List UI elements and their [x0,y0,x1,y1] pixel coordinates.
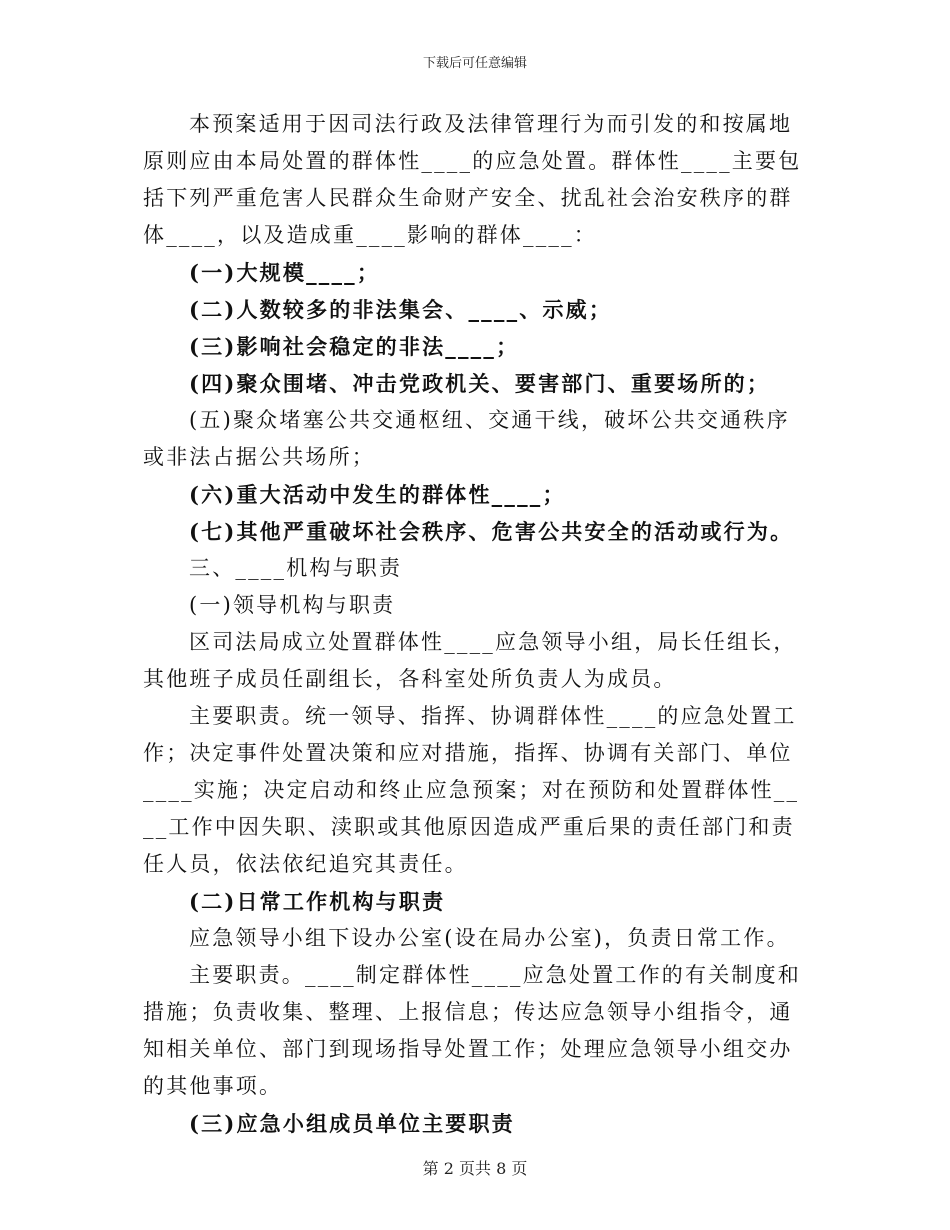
paragraph-office: 应急领导小组下设办公室(设在局办公室)，负责日常工作。 [189,926,790,950]
page-footer: 第 2 页共 8 页 [422,1159,528,1178]
list-item-6: (六)重大活动中发生的群体性____； [189,482,566,507]
list-item-1: (一)大规模____； [189,260,381,285]
list-item-4: (四)聚众围堵、冲击党政机关、要害部门、重要场所的； [189,371,771,396]
list-item-3: (三)影响社会稳定的非法____； [189,334,520,359]
subsection-heading-3: (三)应急小组成员单位主要职责 [189,1111,515,1136]
page-header: 下载后可任意编辑 [422,56,527,71]
list-item-2: (二)人数较多的非法集会、____、示威； [189,297,613,322]
document-body [143,106,803,1142]
paragraph-scope: 本预案适用于因司法行政及法律管理行为而引发的和按属地原则应由本局处置的群体性____的应急处置。群体性____主要包括下列严重危害人民群众生命财产安全、扰乱社会治安秩序的群体____，以及造成重____影响的群体____： [143,112,802,247]
paragraph-leadership: 区司法局成立处置群体性____应急领导小组，局长任组长，其他班子成员任副组长，各科室处所负责人为成员。 [143,630,797,691]
subsection-heading-2: (二)日常工作机构与职责 [189,889,446,914]
list-item-7: (七)其他严重破坏社会秩序、危害公共安全的活动或行为。 [189,519,794,544]
paragraph-duties-1: 主要职责。统一领导、指挥、协调群体性____的应急处置工作；决定事件处置决策和应对措施，指挥、协调有关部门、单位____实施；决定启动和终止应急预案；对在预防和处置群体性____工作中因失职、渎职或其他原因造成严重后果的责任部门和责任人员，依法依纪追究其责任。 [143,704,800,876]
section-heading-3: 三、____机构与职责 [189,556,403,580]
subsection-heading-1: (一)领导机构与职责 [189,593,396,617]
list-item-5: (五)聚众堵塞公共交通枢纽、交通干线，破坏公共交通秩序或非法占据公共场所； [143,408,790,469]
paragraph-duties-2: 主要职责。____制定群体性____应急处置工作的有关制度和措施；负责收集、整理、上报信息；传达应急领导小组指令，通知相关单位、部门到现场指导处置工作；处理应急领导小组交办的其他事项。 [143,963,801,1098]
